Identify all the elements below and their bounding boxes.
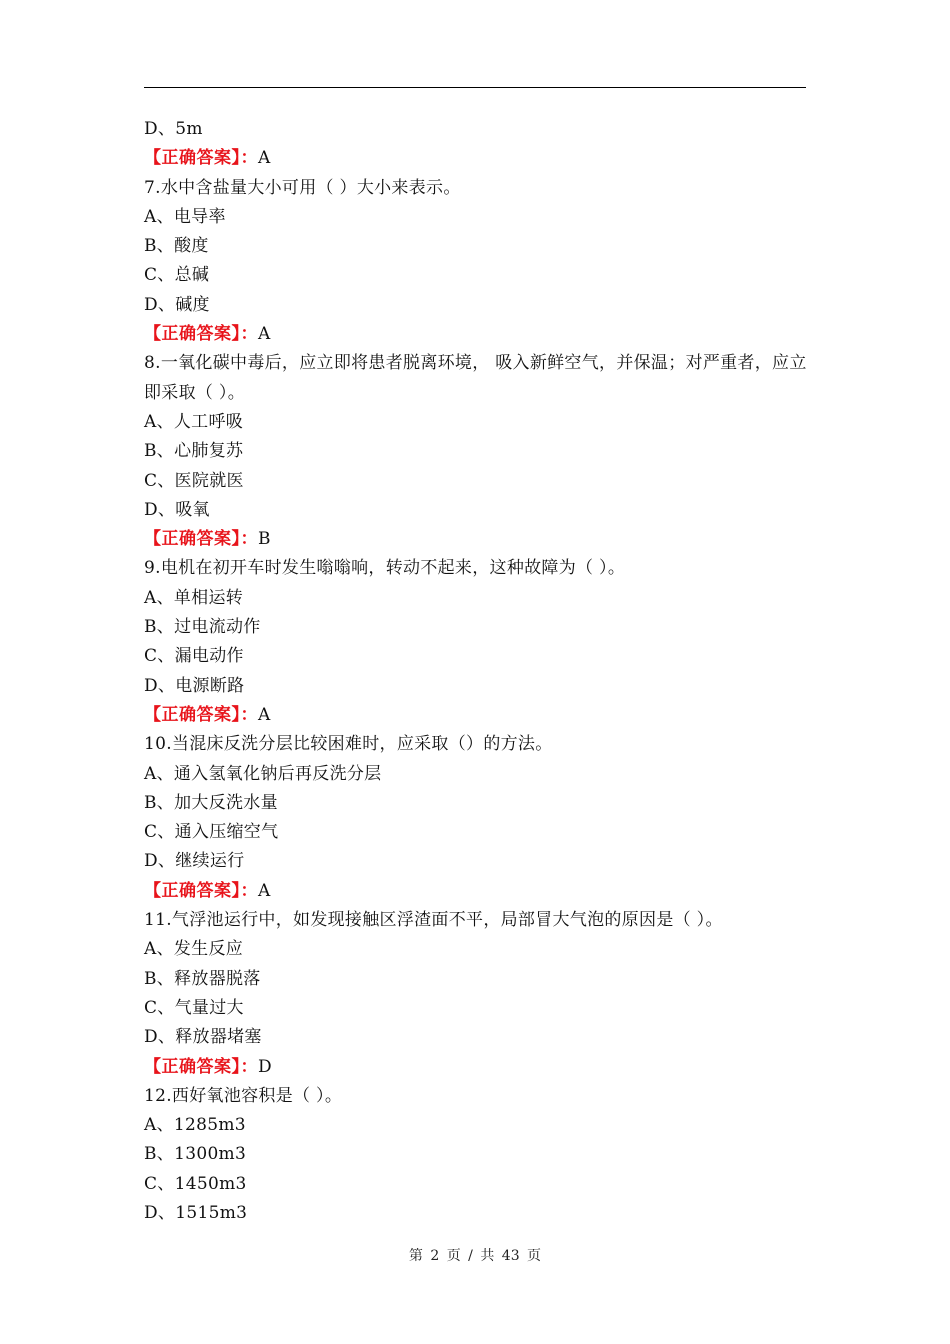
option-d: D、继续运行 (144, 851, 245, 872)
answer-value: D (258, 1056, 272, 1077)
header-rule (144, 87, 806, 88)
option-b: B、释放器脱落 (144, 968, 261, 989)
option-c: C、漏电动作 (144, 646, 244, 667)
option-d: D、吸氧 (144, 499, 210, 520)
option-c: C、通入压缩空气 (144, 822, 279, 843)
answer-label: 【正确答案】： (144, 704, 258, 725)
option-a: A、人工呼吸 (144, 411, 244, 432)
document-body (144, 115, 808, 1228)
option-a: A、发生反应 (144, 939, 244, 960)
option-b: B、过电流动作 (144, 617, 261, 638)
answer-label: 【正确答案】： (144, 324, 258, 345)
option-c: C、1450m3 (144, 1173, 247, 1194)
option-d: D、碱度 (144, 294, 210, 315)
option-a: A、1285m3 (144, 1115, 246, 1136)
option-d: D、1515m3 (144, 1202, 248, 1223)
answer-label: 【正确答案】： (144, 1056, 258, 1077)
question-11: 11.气浮池运行中，如发现接触区浮渣面不平，局部冒大气泡的原因是（ ）。 (144, 910, 723, 931)
option-b: B、酸度 (144, 236, 209, 257)
answer-value: A (258, 148, 271, 169)
question-7: 7.水中含盐量大小可用（ ）大小来表示。 (144, 177, 461, 198)
answer-line (144, 877, 808, 906)
answer-value: B (258, 529, 271, 550)
option-c: C、气量过大 (144, 997, 244, 1018)
option-b: B、加大反洗水量 (144, 792, 278, 813)
option-b: B、1300m3 (144, 1144, 247, 1165)
option-b: B、心肺复苏 (144, 441, 244, 462)
option-a: A、单相运转 (144, 587, 244, 608)
question-9: 9.电机在初开车时发生嗡嗡响，转动不起来，这种故障为（ ）。 (144, 558, 626, 579)
question-10: 10.当混床反洗分层比较困难时，应采取（）的方法。 (144, 734, 553, 755)
answer-label: 【正确答案】： (144, 880, 258, 901)
question-12: 12.西好氧池容积是（ ）。 (144, 1085, 343, 1106)
answer-value: A (258, 704, 271, 725)
answer-line (144, 525, 808, 554)
answer-line (144, 320, 808, 349)
answer-label: 【正确答案】： (144, 529, 258, 550)
option-a: A、电导率 (144, 206, 226, 227)
answer-line (144, 1053, 808, 1082)
option-d: D、5m (144, 119, 203, 139)
option-c: C、总碱 (144, 265, 210, 286)
answer-label: 【正确答案】： (144, 148, 258, 169)
answer-line (144, 701, 808, 730)
answer-line (144, 144, 808, 173)
answer-value: A (258, 324, 271, 345)
option-d: D、电源断路 (144, 675, 245, 696)
page-footer: 第 2 页 / 共 43 页 (408, 1248, 542, 1264)
question-8: 8.一氧化碳中毒后，应立即将患者脱离环境， 吸入新鲜空气，并保温；对严重者，应立即采取（ ）。 (144, 353, 807, 403)
option-c: C、医院就医 (144, 470, 244, 491)
answer-value: A (258, 880, 271, 901)
option-a: A、通入氢氧化钠后再反洗分层 (144, 763, 382, 784)
option-d: D、释放器堵塞 (144, 1027, 262, 1048)
